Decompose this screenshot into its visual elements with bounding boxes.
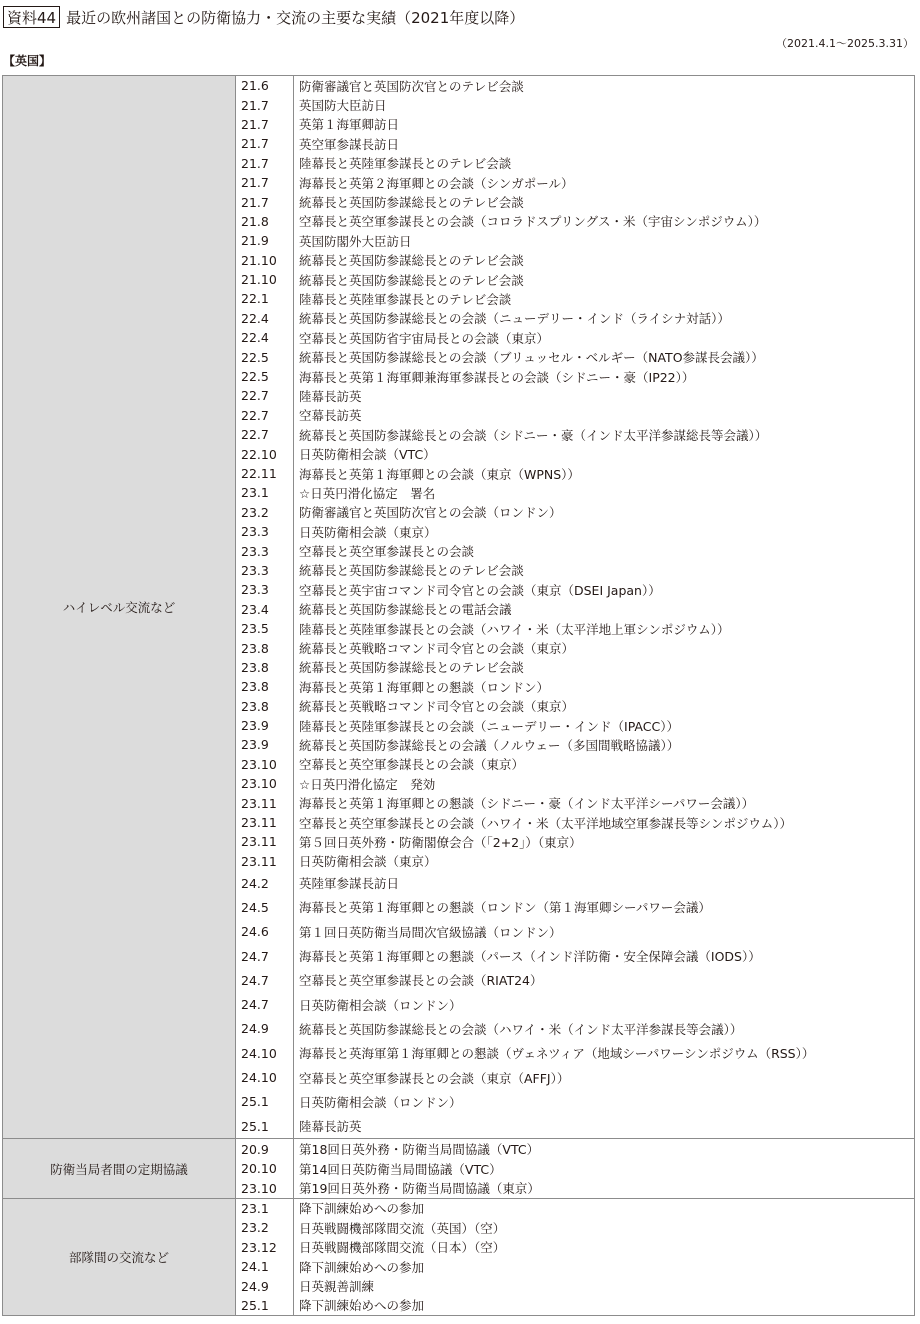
event-date: 23.10 bbox=[236, 755, 294, 774]
event-row bbox=[236, 406, 914, 425]
category-cell: ハイレベル交流など bbox=[3, 76, 236, 1139]
event-date: 23.3 bbox=[236, 580, 294, 599]
event-description: 統幕長と英国防参謀総長とのテレビ会談 bbox=[299, 253, 524, 269]
event-date: 21.7 bbox=[236, 173, 294, 192]
event-date: 22.7 bbox=[236, 386, 294, 405]
event-description: 海幕長と英第１海軍卿との懇談（シドニー・豪（インド太平洋シーパワー会議）） bbox=[299, 796, 755, 812]
event-row bbox=[236, 1159, 914, 1179]
event-description: ☆日英円滑化協定 署名 bbox=[299, 485, 436, 501]
event-date: 23.2 bbox=[236, 1218, 294, 1237]
event-description: 海幕長と英第１海軍卿との懇談（パース（インド洋防衛・安全保障会議（IODS）） bbox=[299, 949, 761, 965]
category-row bbox=[3, 1198, 915, 1315]
event-date: 22.1 bbox=[236, 289, 294, 308]
event-description: 英空軍参謀長訪日 bbox=[299, 136, 400, 152]
event-row bbox=[236, 580, 914, 599]
event-description: 統幕長と英国防参謀総長との会議（ノルウェー（多国間戦略協議）） bbox=[299, 737, 680, 753]
event-date: 21.6 bbox=[236, 76, 294, 95]
event-row bbox=[236, 1090, 914, 1114]
event-description: 統幕長と英国防参謀総長とのテレビ会談 bbox=[299, 195, 524, 211]
events-list bbox=[236, 1199, 914, 1315]
event-date: 22.5 bbox=[236, 367, 294, 386]
event-description: 日英防衛相会談（ロンドン） bbox=[299, 997, 462, 1013]
event-description: 英陸軍参謀長訪日 bbox=[299, 876, 400, 892]
event-date: 23.4 bbox=[236, 600, 294, 619]
event-row bbox=[236, 76, 914, 95]
event-date: 20.9 bbox=[236, 1139, 294, 1159]
event-date: 23.2 bbox=[236, 503, 294, 522]
event-date: 24.7 bbox=[236, 944, 294, 968]
event-row bbox=[236, 1041, 914, 1065]
event-description: 日英戦闘機部隊間交流（日本）（空） bbox=[299, 1240, 506, 1256]
event-description: 降下訓練始めへの参加 bbox=[299, 1201, 425, 1217]
event-row bbox=[236, 677, 914, 696]
event-row bbox=[236, 134, 914, 153]
event-date: 22.7 bbox=[236, 406, 294, 425]
event-row bbox=[236, 1114, 914, 1138]
event-description: 空幕長訪英 bbox=[299, 408, 362, 424]
event-date: 25.1 bbox=[236, 1296, 294, 1315]
event-date: 24.7 bbox=[236, 993, 294, 1017]
event-row bbox=[236, 993, 914, 1017]
event-row bbox=[236, 173, 914, 192]
event-description: 海幕長と英第２海軍卿との会談（シンガポール） bbox=[299, 175, 574, 191]
event-date: 23.11 bbox=[236, 852, 294, 871]
event-date: 21.7 bbox=[236, 134, 294, 153]
event-description: 第18回日英外務・防衛当局間協議（VTC） bbox=[299, 1142, 540, 1158]
event-row bbox=[236, 1296, 914, 1315]
event-description: 日英防衛相会談（ロンドン） bbox=[299, 1094, 462, 1110]
event-row bbox=[236, 755, 914, 774]
event-description: 空幕長と英空軍参謀長との会談（ハワイ・米（太平洋地域空軍参謀長等シンポジウム）） bbox=[299, 815, 792, 831]
event-row bbox=[236, 522, 914, 541]
event-row bbox=[236, 774, 914, 793]
category-cell: 防衛当局者間の定期協議 bbox=[3, 1139, 236, 1199]
event-description: 第14回日英防衛当局間協議（VTC） bbox=[299, 1161, 502, 1177]
event-date: 21.7 bbox=[236, 115, 294, 134]
event-row bbox=[236, 813, 914, 832]
event-date: 23.5 bbox=[236, 619, 294, 638]
event-date: 24.7 bbox=[236, 968, 294, 992]
event-row bbox=[236, 920, 914, 944]
event-date: 22.11 bbox=[236, 464, 294, 483]
event-date: 23.8 bbox=[236, 697, 294, 716]
event-description: 空幕長と英国防省宇宙局長との会談（東京） bbox=[299, 330, 550, 346]
event-row bbox=[236, 561, 914, 580]
event-description: 英第１海軍卿訪日 bbox=[299, 117, 400, 133]
event-row bbox=[236, 251, 914, 270]
event-row bbox=[236, 270, 914, 289]
event-date: 21.9 bbox=[236, 231, 294, 250]
event-row bbox=[236, 289, 914, 308]
event-date: 24.9 bbox=[236, 1017, 294, 1041]
event-description: 統幕長と英国防参謀総長とのテレビ会談 bbox=[299, 563, 524, 579]
event-row bbox=[236, 483, 914, 502]
event-date: 24.9 bbox=[236, 1276, 294, 1295]
event-description: 統幕長と英国防参謀総長との会談（シドニー・豪（インド太平洋参謀総長等会議）） bbox=[299, 427, 768, 443]
event-description: 空幕長と英空軍参謀長との会談（東京（AFFJ）） bbox=[299, 1070, 570, 1086]
document-title: 最近の欧州諸国との防衛協力・交流の主要な実績（2021年度以降） bbox=[66, 8, 525, 27]
event-row bbox=[236, 386, 914, 405]
event-description: 防衛審議官と英国防次官とのテレビ会談 bbox=[299, 78, 524, 94]
event-date: 21.10 bbox=[236, 251, 294, 270]
event-row bbox=[236, 832, 914, 851]
event-row bbox=[236, 95, 914, 114]
events-cell bbox=[236, 76, 915, 1139]
event-date: 22.7 bbox=[236, 425, 294, 444]
event-description: 統幕長と英国防参謀総長との会談（ニューデリー・インド（ライシナ対話）） bbox=[299, 311, 730, 327]
event-date: 24.10 bbox=[236, 1041, 294, 1065]
event-description: 第５回日英外務・防衛閣僚会合（「2+2」）（東京） bbox=[299, 834, 582, 850]
event-date: 25.1 bbox=[236, 1114, 294, 1138]
event-date: 23.8 bbox=[236, 638, 294, 657]
event-date: 23.9 bbox=[236, 735, 294, 754]
event-row bbox=[236, 231, 914, 250]
event-row bbox=[236, 944, 914, 968]
event-description: 第19回日英外務・防衛当局間協議（東京） bbox=[299, 1181, 540, 1197]
event-row bbox=[236, 1065, 914, 1089]
event-date: 23.10 bbox=[236, 1178, 294, 1198]
event-description: 空幕長と英空軍参謀長との会談（コロラドスプリングス・米（宇宙シンポジウム）） bbox=[299, 214, 767, 230]
event-date: 20.10 bbox=[236, 1159, 294, 1179]
event-description: 陸幕長と英陸軍参謀長とのテレビ会談 bbox=[299, 156, 512, 172]
event-date: 24.6 bbox=[236, 920, 294, 944]
country-heading: 【英国】 bbox=[3, 54, 52, 68]
event-description: 降下訓練始めへの参加 bbox=[299, 1259, 425, 1275]
event-row bbox=[236, 793, 914, 812]
event-description: 海幕長と英第１海軍卿との懇談（ロンドン（第１海軍卿シーパワー会議） bbox=[299, 900, 711, 916]
event-row bbox=[236, 1276, 914, 1295]
document-number-badge: 資料44 bbox=[3, 6, 60, 28]
event-description: 日英防衛相会談（VTC） bbox=[299, 447, 436, 463]
event-description: 陸幕長と英陸軍参謀長との会談（ハワイ・米（太平洋地上軍シンポジウム）） bbox=[299, 621, 730, 637]
event-row bbox=[236, 464, 914, 483]
event-row bbox=[236, 1139, 914, 1159]
event-description: 陸幕長訪英 bbox=[299, 388, 362, 404]
event-date: 24.1 bbox=[236, 1257, 294, 1276]
event-date: 23.3 bbox=[236, 522, 294, 541]
event-row bbox=[236, 1199, 914, 1218]
event-row bbox=[236, 1178, 914, 1198]
event-date: 21.10 bbox=[236, 270, 294, 289]
events-cell bbox=[236, 1139, 915, 1199]
event-row bbox=[236, 212, 914, 231]
event-description: 陸幕長と英陸軍参謀長との会談（ニューデリー・インド（IPACC）） bbox=[299, 718, 679, 734]
event-row bbox=[236, 735, 914, 754]
event-date: 23.11 bbox=[236, 832, 294, 851]
event-description: 統幕長と英戦略コマンド司令官との会談（東京） bbox=[299, 641, 575, 657]
event-row bbox=[236, 716, 914, 735]
event-date: 23.8 bbox=[236, 658, 294, 677]
event-row bbox=[236, 1017, 914, 1041]
event-row bbox=[236, 1257, 914, 1276]
event-description: 統幕長と英国防参謀総長との会談（ハワイ・米（インド太平洋参謀長等会議）） bbox=[299, 1021, 743, 1037]
period-label: （2021.4.1～2025.3.31） bbox=[776, 37, 914, 50]
event-description: 統幕長と英戦略コマンド司令官との会談（東京） bbox=[299, 699, 575, 715]
event-row bbox=[236, 600, 914, 619]
event-description: 統幕長と英国防参謀総長とのテレビ会談 bbox=[299, 660, 524, 676]
event-date: 23.11 bbox=[236, 813, 294, 832]
event-row bbox=[236, 895, 914, 919]
event-date: 21.7 bbox=[236, 192, 294, 211]
event-date: 22.4 bbox=[236, 328, 294, 347]
event-date: 25.1 bbox=[236, 1090, 294, 1114]
event-date: 21.7 bbox=[236, 95, 294, 114]
event-date: 24.10 bbox=[236, 1065, 294, 1089]
event-date: 23.10 bbox=[236, 774, 294, 793]
event-description: 海幕長と英海軍第１海軍卿との懇談（ヴェネツィア（地域シーパワーシンポジウム（RSS）） bbox=[299, 1046, 815, 1062]
event-description: 統幕長と英国防参謀総長との電話会議 bbox=[299, 602, 512, 618]
event-description: 陸幕長訪英 bbox=[299, 1119, 362, 1135]
event-row bbox=[236, 503, 914, 522]
event-date: 21.8 bbox=[236, 212, 294, 231]
event-date: 22.5 bbox=[236, 347, 294, 366]
event-description: 防衛審議官と英国防次官との会談（ロンドン） bbox=[299, 505, 562, 521]
event-description: 日英親善訓練 bbox=[299, 1279, 375, 1295]
event-row bbox=[236, 367, 914, 386]
event-row bbox=[236, 1218, 914, 1237]
event-description: 海幕長と英第１海軍卿兼海軍参謀長との会談（シドニー・豪（IP22）） bbox=[299, 369, 695, 385]
event-row bbox=[236, 852, 914, 871]
event-date: 23.12 bbox=[236, 1238, 294, 1257]
event-date: 24.5 bbox=[236, 895, 294, 919]
event-date: 23.3 bbox=[236, 561, 294, 580]
event-row bbox=[236, 425, 914, 444]
event-row bbox=[236, 309, 914, 328]
event-description: 英国防閣外大臣訪日 bbox=[299, 233, 412, 249]
event-row bbox=[236, 115, 914, 134]
event-row bbox=[236, 347, 914, 366]
event-description: 空幕長と英空軍参謀長との会談（RIAT24） bbox=[299, 973, 543, 989]
category-row bbox=[3, 76, 915, 1139]
event-date: 22.4 bbox=[236, 309, 294, 328]
category-cell: 部隊間の交流など bbox=[3, 1198, 236, 1315]
event-date: 23.1 bbox=[236, 483, 294, 502]
event-description: 空幕長と英空軍参謀長との会談 bbox=[299, 544, 475, 560]
event-description: 日英防衛相会談（東京） bbox=[299, 854, 437, 870]
event-description: 空幕長と英空軍参謀長との会談（東京） bbox=[299, 757, 525, 773]
event-description: 海幕長と英第１海軍卿との懇談（ロンドン） bbox=[299, 679, 550, 695]
event-row bbox=[236, 871, 914, 895]
events-list bbox=[236, 1139, 914, 1198]
event-description: 空幕長と英宇宙コマンド司令官との会談（東京（DSEI Japan）） bbox=[299, 582, 661, 598]
event-description: ☆日英円滑化協定 発効 bbox=[299, 776, 436, 792]
event-date: 23.11 bbox=[236, 793, 294, 812]
event-row bbox=[236, 1238, 914, 1257]
event-date: 23.9 bbox=[236, 716, 294, 735]
event-description: 統幕長と英国防参謀総長とのテレビ会談 bbox=[299, 272, 524, 288]
event-date: 23.8 bbox=[236, 677, 294, 696]
event-row bbox=[236, 192, 914, 211]
event-description: 英国防大臣訪日 bbox=[299, 98, 387, 114]
event-row bbox=[236, 444, 914, 463]
exchange-table bbox=[2, 75, 915, 1316]
event-description: 日英防衛相会談（東京） bbox=[299, 524, 437, 540]
category-row bbox=[3, 1139, 915, 1199]
events-cell bbox=[236, 1198, 915, 1315]
event-description: 海幕長と英第１海軍卿との会談（東京（WPNS）） bbox=[299, 466, 580, 482]
event-row bbox=[236, 154, 914, 173]
event-date: 24.2 bbox=[236, 871, 294, 895]
event-row bbox=[236, 619, 914, 638]
event-description: 降下訓練始めへの参加 bbox=[299, 1298, 425, 1314]
document-header bbox=[3, 5, 524, 29]
event-row bbox=[236, 968, 914, 992]
event-row bbox=[236, 541, 914, 560]
event-date: 23.1 bbox=[236, 1199, 294, 1218]
event-row bbox=[236, 697, 914, 716]
event-date: 21.7 bbox=[236, 154, 294, 173]
event-row bbox=[236, 658, 914, 677]
event-row bbox=[236, 638, 914, 657]
event-description: 陸幕長と英陸軍参謀長とのテレビ会談 bbox=[299, 291, 512, 307]
event-description: 統幕長と英国防参謀総長との会談（ブリュッセル・ベルギー（NATO参謀長会議）） bbox=[299, 350, 764, 366]
event-date: 23.3 bbox=[236, 541, 294, 560]
events-list bbox=[236, 76, 914, 1138]
event-date: 22.10 bbox=[236, 444, 294, 463]
event-description: 第１回日英防衛当局間次官級協議（ロンドン） bbox=[299, 924, 562, 940]
event-description: 日英戦闘機部隊間交流（英国）（空） bbox=[299, 1220, 506, 1236]
event-row bbox=[236, 328, 914, 347]
